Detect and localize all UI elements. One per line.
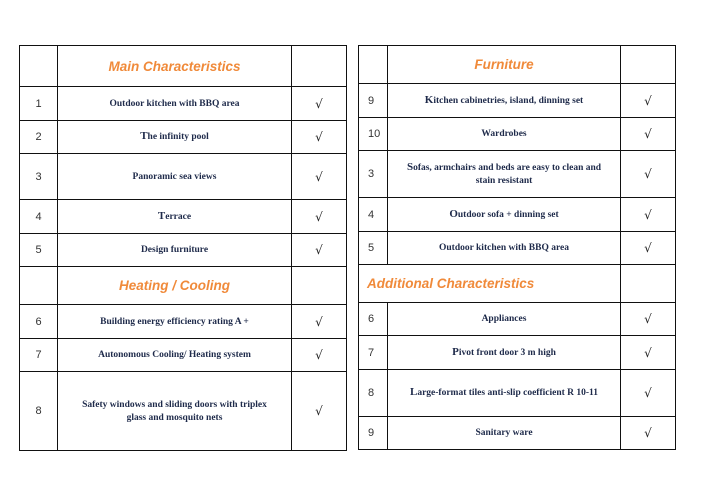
row-description [58,154,292,200]
table-row [20,305,347,339]
empty-cell [20,267,58,305]
table-row [359,151,676,198]
section-header-row [359,46,676,84]
row-number: 6 [20,305,58,339]
empty-cell [621,46,676,84]
row-description [388,370,621,417]
check-mark-icon: √ [292,200,347,234]
check-mark-icon: √ [621,336,676,370]
table-row [20,200,347,234]
row-number: 3 [20,154,58,200]
row-description [58,339,292,372]
row-number: 4 [20,200,58,234]
row-description [388,303,621,336]
row-number: 9 [359,84,388,118]
empty-cell [20,46,58,87]
row-description [388,84,621,118]
table-row [359,84,676,118]
row-description [388,118,621,151]
row-number: 8 [359,370,388,417]
row-description-text: Panoramic sea views [132,171,217,182]
row-description [388,336,621,370]
table-row [359,118,676,151]
row-description-lead: O [449,207,458,220]
row-description [58,372,292,451]
row-description-text: utdoor sofa + dinning set [457,209,559,220]
row-description-text: Appliances [481,314,527,324]
section-title: Heating / Cooling [58,267,292,305]
row-description [58,234,292,267]
row-description [388,417,621,450]
row-description-text: Safety windows and sliding doors with triplex glass and mosquito nets [82,399,267,423]
check-mark-icon: √ [621,198,676,232]
check-mark-icon: √ [621,370,676,417]
row-number: 7 [359,336,388,370]
section-header-row [20,46,347,87]
row-description-lead: L [409,386,418,398]
empty-cell [292,46,347,87]
table-row [359,370,676,417]
check-mark-icon: √ [292,121,347,154]
check-mark-icon: √ [621,84,676,118]
check-mark-icon: √ [292,87,347,121]
row-description-lead: T [140,130,148,142]
row-description-lead: K [424,93,434,106]
row-description [58,121,292,154]
table-row [359,303,676,336]
row-number: 7 [20,339,58,372]
table-row [20,372,347,451]
row-description [388,151,621,198]
check-mark-icon: √ [292,154,347,200]
check-mark-icon: √ [621,417,676,450]
main-characteristics-table [19,45,347,451]
row-number: 6 [359,303,388,336]
row-description-text: ofas, armchairs and beds are easy to clean and stain resistant [413,162,602,186]
table-row [20,234,347,267]
row-description-text: Building energy efficiency rating A + [100,316,249,327]
table-row [359,336,676,370]
row-description-lead: S [406,160,414,173]
row-number: 5 [359,232,388,265]
row-number: 5 [20,234,58,267]
table-row [20,154,347,200]
row-description-text: Wardrobes [481,129,527,139]
section-title: Additional Characteristics [359,265,621,303]
table-row [20,87,347,121]
check-mark-icon: √ [292,234,347,267]
section-header-row [359,265,676,303]
empty-cell [359,46,388,84]
table-row [20,121,347,154]
row-description [58,87,292,121]
table-row [359,232,676,265]
check-mark-icon: √ [292,339,347,372]
row-description-text: Sanitary ware [475,428,533,438]
row-number: 9 [359,417,388,450]
row-number: 1 [20,87,58,121]
row-description [388,198,621,232]
check-mark-icon: √ [292,305,347,339]
row-description-text: Outdoor kitchen with BBQ area [109,98,240,109]
section-header-row [20,267,347,305]
row-number: 4 [359,198,388,232]
empty-cell [621,265,676,303]
row-number: 2 [20,121,58,154]
row-description [58,305,292,339]
empty-cell [292,267,347,305]
row-description-text: errace [165,211,192,222]
check-mark-icon: √ [621,232,676,265]
row-description-text: arge-format tiles anti-slip coefficient R 10-11 [417,388,599,398]
check-mark-icon: √ [292,372,347,451]
row-description-text: ivot front door 3 m high [458,347,556,358]
row-description-lead: T [157,209,166,222]
furniture-table [358,45,676,450]
row-number: 8 [20,372,58,451]
check-mark-icon: √ [621,118,676,151]
row-description [58,200,292,234]
row-number: 3 [359,151,388,198]
table-row [359,417,676,450]
table-row [359,198,676,232]
row-number: 10 [359,118,388,151]
row-description-lead: P [452,345,459,358]
row-description-text: itchen cabinetries, island, dinning set [433,95,584,106]
section-title: Furniture [388,46,621,84]
section-title: Main Characteristics [58,46,292,87]
check-mark-icon: √ [621,303,676,336]
row-description [388,232,621,265]
row-description-text: Design furniture [140,245,209,255]
row-description-text: he infinity pool [147,132,209,142]
table-row [20,339,347,372]
check-mark-icon: √ [621,151,676,198]
row-description-text: Autonomous Cooling/ Heating system [98,350,251,360]
row-description-text: Outdoor kitchen with BBQ area [438,243,570,253]
